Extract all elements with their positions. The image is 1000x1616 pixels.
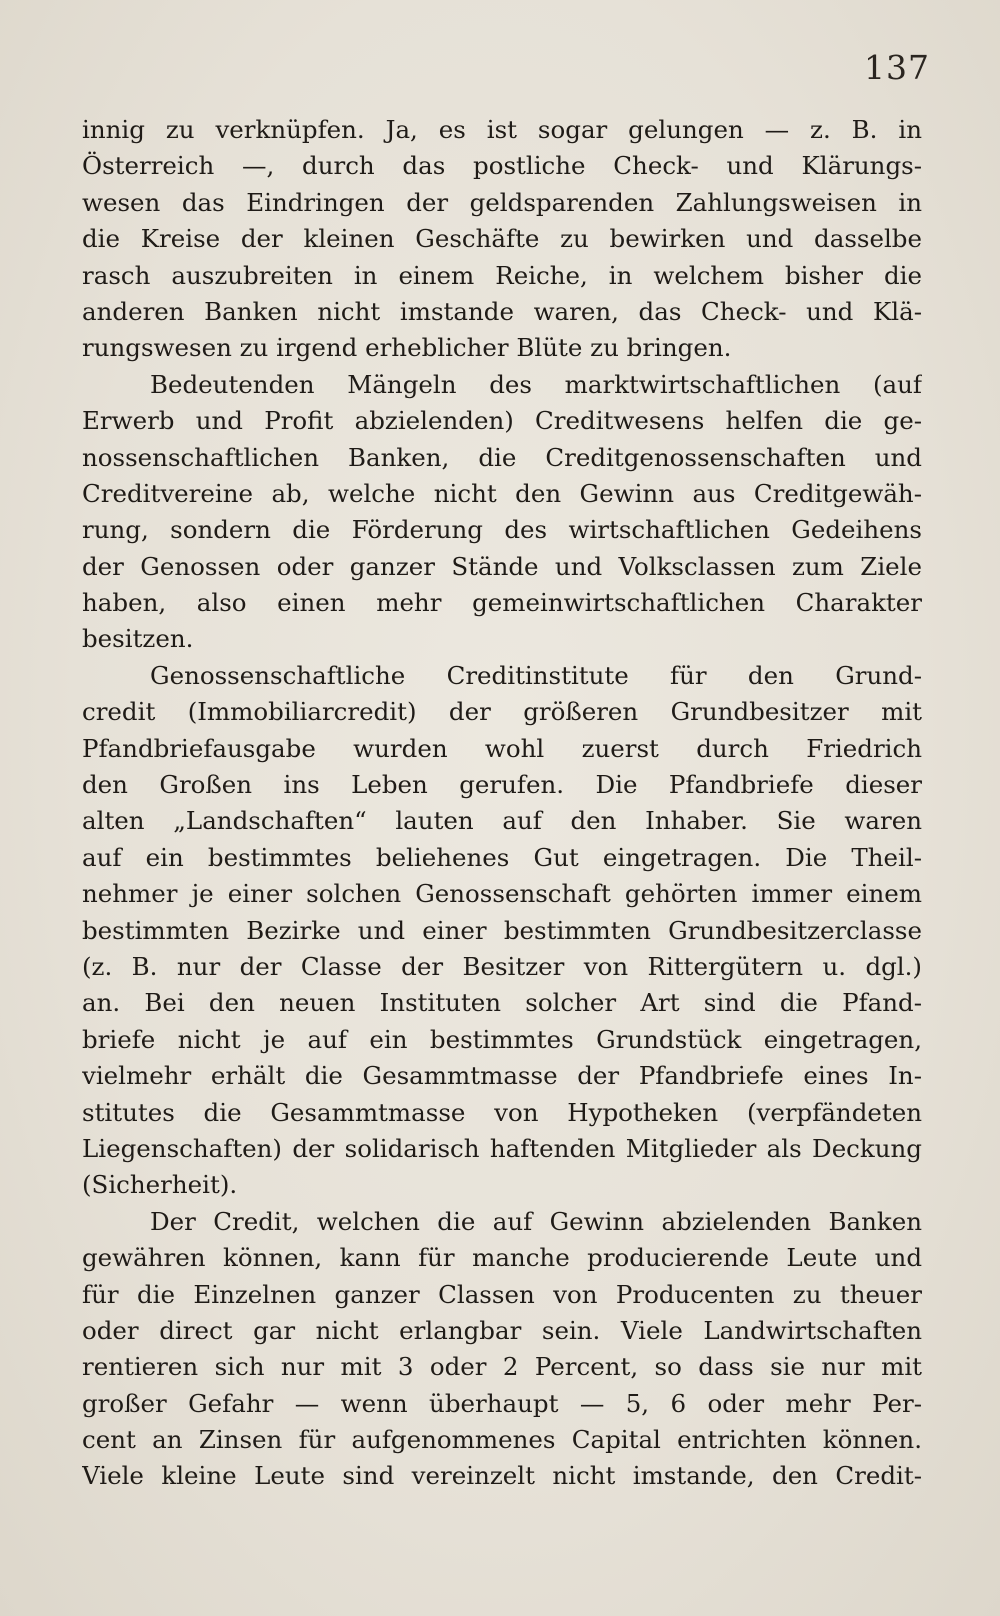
page-number: 137 [864,48,930,87]
text-line: nehmer je einer solchen Genossenschaft gehörten immer einem [82,879,922,909]
text-line: Pfandbriefausgabe wurden wohl zuerst durch Friedrich [82,733,922,763]
text-line: Liegenschaften) der solidarisch haftenden Mitglieder als Deckung [82,1133,922,1163]
text-line: Bedeutenden Mängeln des marktwirtschaftlichen (auf [150,369,922,399]
text-line: Österreich —, durch das postliche Check- und Klärungs- [82,151,922,181]
text-line: oder direct gar nicht erlangbar sein. Viele Landwirtschaften [82,1315,922,1345]
text-line: (z. B. nur der Classe der Besitzer von Rittergütern u. dgl.) [82,951,922,981]
text-line: cent an Zinsen für aufgenommenes Capital entrichten können. [82,1425,922,1455]
text-line: rasch auszubreiten in einem Reiche, in welchem bisher die [82,260,922,290]
text-line: gewähren können, kann für manche producierende Leute und [82,1243,922,1273]
text-line: alten „Landschaften“ lauten auf den Inhaber. Sie waren [82,806,922,836]
text-line: nossenschaftlichen Banken, die Creditgenossenschaften und [82,442,922,472]
text-line: besitzen. [82,624,194,654]
text-line: wesen das Eindringen der geldsparenden Zahlungsweisen in [82,187,922,217]
text-line: rentieren sich nur mit 3 oder 2 Percent, so dass sie nur mit [82,1352,922,1382]
text-line: an. Bei den neuen Instituten solcher Art sind die Pfand- [82,988,922,1018]
text-line: rungswesen zu irgend erheblicher Blüte zu bringen. [82,333,732,363]
text-line: Genossenschaftliche Creditinstitute für den Grund- [150,660,922,690]
text-line: innig zu verknüpfen. Ja, es ist sogar gelungen — z. B. in [82,115,922,144]
text-line: vielmehr erhält die Gesammtmasse der Pfandbriefe eines In- [82,1061,922,1091]
text-line: der Genossen oder ganzer Stände und Volksclassen zum Ziele [82,551,922,581]
text-line: Viele kleine Leute sind vereinzelt nicht imstande, den Credit- [82,1461,922,1491]
text-line: anderen Banken nicht imstande waren, das Check- und Klä- [82,296,922,326]
text-line: briefe nicht je auf ein bestimmtes Grundstück eingetragen, [82,1024,922,1054]
text-line: großer Gefahr — wenn überhaupt — 5, 6 oder mehr Per- [82,1388,922,1418]
text-line: rung, sondern die Förderung des wirtschaftlichen Gedeihens [82,515,922,545]
text-line: auf ein bestimmtes beliehenes Gut eingetragen. Die Theil- [82,842,922,872]
text-line: Erwerb und Profit abzielenden) Creditwesens helfen die ge- [82,406,922,436]
text-line: (Sicherheit). [82,1170,238,1200]
text-line: den Großen ins Leben gerufen. Die Pfandbriefe dieser [82,770,922,800]
text-line: haben, also einen mehr gemeinwirtschaftlichen Charakter [82,588,922,618]
text-line: credit (Immobiliarcredit) der größeren Grundbesitzer mit [82,697,922,727]
text-line: bestimmten Bezirke und einer bestimmten Grundbesitzerclasse [82,915,922,945]
body-text [82,112,922,1495]
text-line: die Kreise der kleinen Geschäfte zu bewirken und dasselbe [82,224,922,254]
text-line: Der Credit, welchen die auf Gewinn abzielenden Banken [150,1206,922,1236]
text-line: Creditvereine ab, welche nicht den Gewinn aus Creditgewäh- [82,478,922,508]
text-line: stitutes die Gesammtmasse von Hypotheken (verpfändeten [82,1097,922,1127]
text-line: für die Einzelnen ganzer Classen von Producenten zu theuer [82,1279,922,1309]
